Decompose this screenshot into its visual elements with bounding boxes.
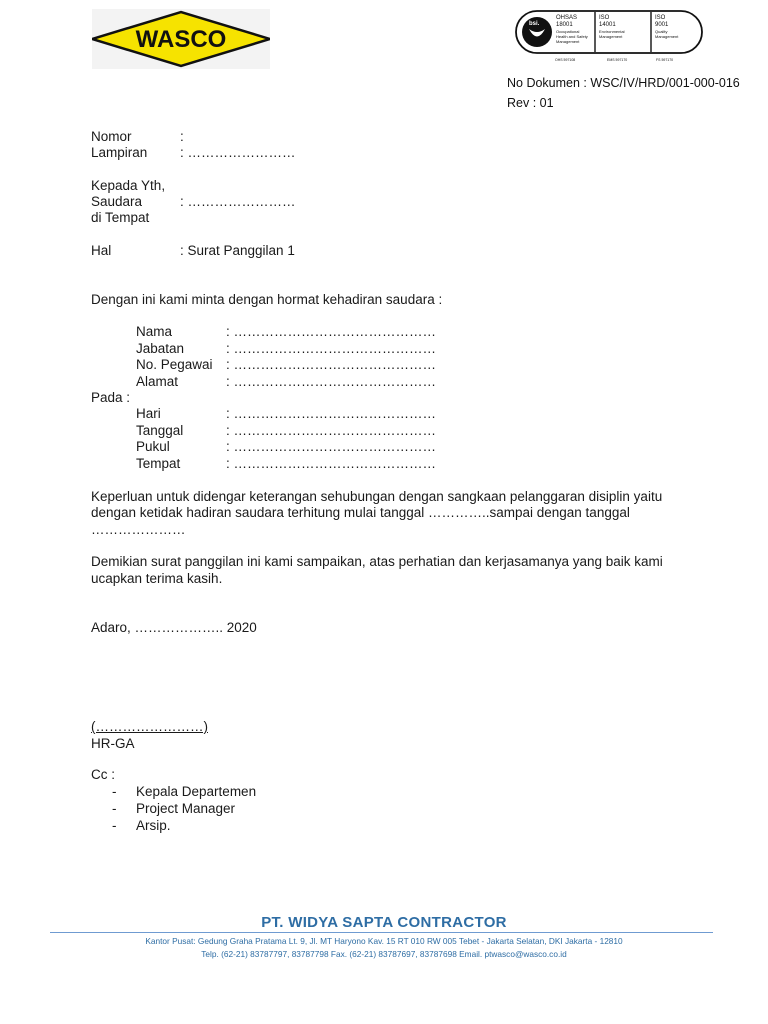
footer-address: Kantor Pusat: Gedung Graha Pratama Lt. 9, Jl. MT Haryono Kav. 15 RT 010 RW 005 Tebet - Jakarta Selatan, DKI Jakarta - 12810 [145,936,623,946]
signature-name: (……………………) [91,719,208,734]
svg-text:14001: 14001 [599,22,616,28]
footer-company: PT. WIDYA SAPTA CONTRACTOR [261,914,507,931]
saudara-label: Saudara [91,194,143,209]
field-label: Tanggal [136,423,184,438]
footer-divider [50,932,713,933]
nomor-value: : [180,129,184,144]
svg-text:Management: Management [655,34,679,39]
lampiran-label: Lampiran [91,145,148,160]
field-value: : ……………………………………… [226,324,437,339]
field-value: : ……………………………………… [226,423,437,438]
cc-bullet: - [112,801,117,816]
field-label: Alamat [136,374,179,389]
svg-text:ISO: ISO [655,15,666,21]
svg-text:Health and Safety: Health and Safety [556,34,588,39]
cc-bullet: - [112,818,117,833]
purpose-line: ………………… [91,522,186,537]
pada-label: Pada : [91,390,131,405]
footer-contact: Telp. (62-21) 83787797, 83787798 Fax. (62-21) 83787697, 83787698 Email. ptwasco@wasco.co.id [201,949,567,959]
purpose-line: dengan ketidak hadiran saudara terhitung mulai tanggal …………..sampai dengan tanggal [91,505,630,520]
subject-label: Hal [91,243,112,258]
svg-text:18001: 18001 [556,22,573,28]
field-value: : ……………………………………… [226,341,437,356]
svg-text:FS 597170: FS 597170 [656,58,674,62]
svg-text:9001: 9001 [655,22,669,28]
svg-text:EMS 597170: EMS 597170 [607,58,628,62]
field-label: No. Pegawai [136,357,213,372]
field-label: Hari [136,406,161,421]
svg-text:OHS 597108: OHS 597108 [555,58,576,62]
nomor-label: Nomor [91,129,132,144]
subject-value: : Surat Panggilan 1 [180,243,295,258]
document-number: No Dokumen : WSC/IV/HRD/001-000-016 [507,76,740,90]
recipient-greeting: Kepada Yth, [91,178,166,193]
field-value: : ……………………………………… [226,357,437,372]
cc-item: Project Manager [136,801,236,816]
signature-title: HR-GA [91,736,135,751]
field-value: : ……………………………………… [226,439,437,454]
field-value: : ……………………………………… [226,374,437,389]
logo-text: WASCO [135,26,227,53]
field-label: Nama [136,324,173,339]
closing-line: Demikian surat panggilan ini kami sampaikan, atas perhatian dan kerjasamanya yang baik kami [91,554,663,569]
svg-text:Management: Management [556,39,580,44]
place-date: Adaro, ……………….. 2020 [91,620,257,635]
field-label: Tempat [136,456,181,471]
cc-label: Cc : [91,767,116,782]
svg-text:Occupational: Occupational [556,29,580,34]
recipient-place: di Tempat [91,210,150,225]
closing-line: ucapkan terima kasih. [91,571,223,586]
svg-text:Environmental: Environmental [599,29,625,34]
field-value: : ……………………………………… [226,456,437,471]
purpose-line: Keperluan untuk didengar keterangan sehubungan dengan sangkaan pelanggaran disiplin yaitu [91,489,663,504]
wasco-logo [92,9,270,69]
field-label: Jabatan [136,341,185,356]
field-value: : ……………………………………… [226,406,437,421]
certification-badges [515,8,705,64]
svg-text:Quality: Quality [655,29,668,34]
cc-item: Arsip. [136,818,171,833]
cc-item: Kepala Departemen [136,784,257,799]
revision-number: Rev : 01 [507,96,554,110]
intro-text: Dengan ini kami minta dengan hormat kehadiran saudara : [91,292,443,307]
saudara-value: : …………………… [180,194,296,209]
svg-text:OHSAS: OHSAS [556,15,578,21]
lampiran-value: : …………………… [180,145,296,160]
svg-text:ISO: ISO [599,15,610,21]
cc-bullet: - [112,784,117,799]
bsi-text: bsi. [529,21,540,27]
svg-text:Management: Management [599,34,623,39]
field-label: Pukul [136,439,170,454]
